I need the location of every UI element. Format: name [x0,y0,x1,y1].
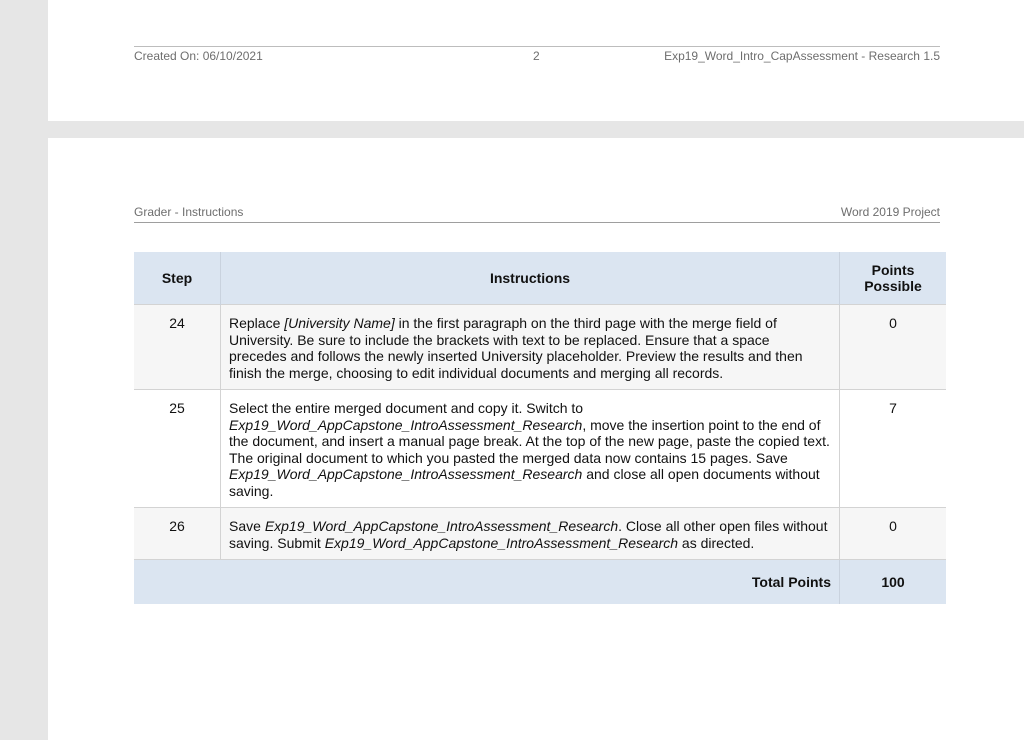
footer-document-name: Exp19_Word_Intro_CapAssessment - Research 1.5 [664,49,940,63]
italic-filename-text: Exp19_Word_AppCapstone_IntroAssessment_Research [264,518,619,534]
row-instructions [221,305,840,390]
row-step: 26 [134,508,221,560]
instructions-table [134,252,946,604]
page-top [48,0,1024,121]
instruction-text: Replace [229,315,285,331]
page-header [134,205,940,223]
row-step: 24 [134,305,221,390]
row-step: 25 [134,390,221,508]
table-row [134,305,946,390]
italic-filename-text: Exp19_Word_AppCapstone_IntroAssessment_Research [324,534,679,551]
instruction-text: . Close all other open files without saving. Submit [229,518,828,551]
instruction-text: , move the insertion point to the end of the document, and insert a manual page break. At the top of the new page, paste the copied text. The original document to which you pasted the merged data now contains 15 pages. Save [229,416,830,466]
instruction-text: in the first paragraph on the third page with the merge field of University. Be sure to include the brackets with text to be replaced. Ensure that a space precedes and follows the newly inserted University placeholder. Preview the results and then finish the merge, choosing to edit individual documents and merging all records. [229,315,803,381]
header-instructions: Instructions [221,252,840,305]
instruction-text: Select the entire merged document and copy it. Switch to [229,400,584,416]
instruction-text: and close all open documents without saving. [229,466,820,499]
table-total-row [134,560,946,605]
italic-filename-text: [University Name] [284,315,395,331]
table-row [134,508,946,560]
row-points: 0 [840,305,947,390]
page-footer [134,46,940,67]
row-instructions [221,390,840,508]
row-instructions [221,508,840,560]
row-points: 0 [840,508,947,560]
row-points: 7 [840,390,947,508]
instruction-text: as directed. [678,534,755,551]
page-bottom [48,138,1024,740]
total-points-value: 100 [840,560,947,605]
italic-filename-text: Exp19_Word_AppCapstone_IntroAssessment_Research [229,466,583,482]
italic-filename-text: Exp19_Word_AppCapstone_IntroAssessment_Research [229,416,583,433]
footer-created-on: Created On: 06/10/2021 [134,49,263,63]
header-step: Step [134,252,221,305]
total-points-label: Total Points [134,560,840,605]
table-header-row [134,252,946,305]
header-points-possible: Points Possible [840,252,947,305]
footer-page-number: 2 [533,49,540,63]
instruction-text: Save [229,518,265,534]
header-left-text: Grader - Instructions [134,205,244,219]
table-row [134,390,946,508]
header-right-text: Word 2019 Project [840,205,940,219]
